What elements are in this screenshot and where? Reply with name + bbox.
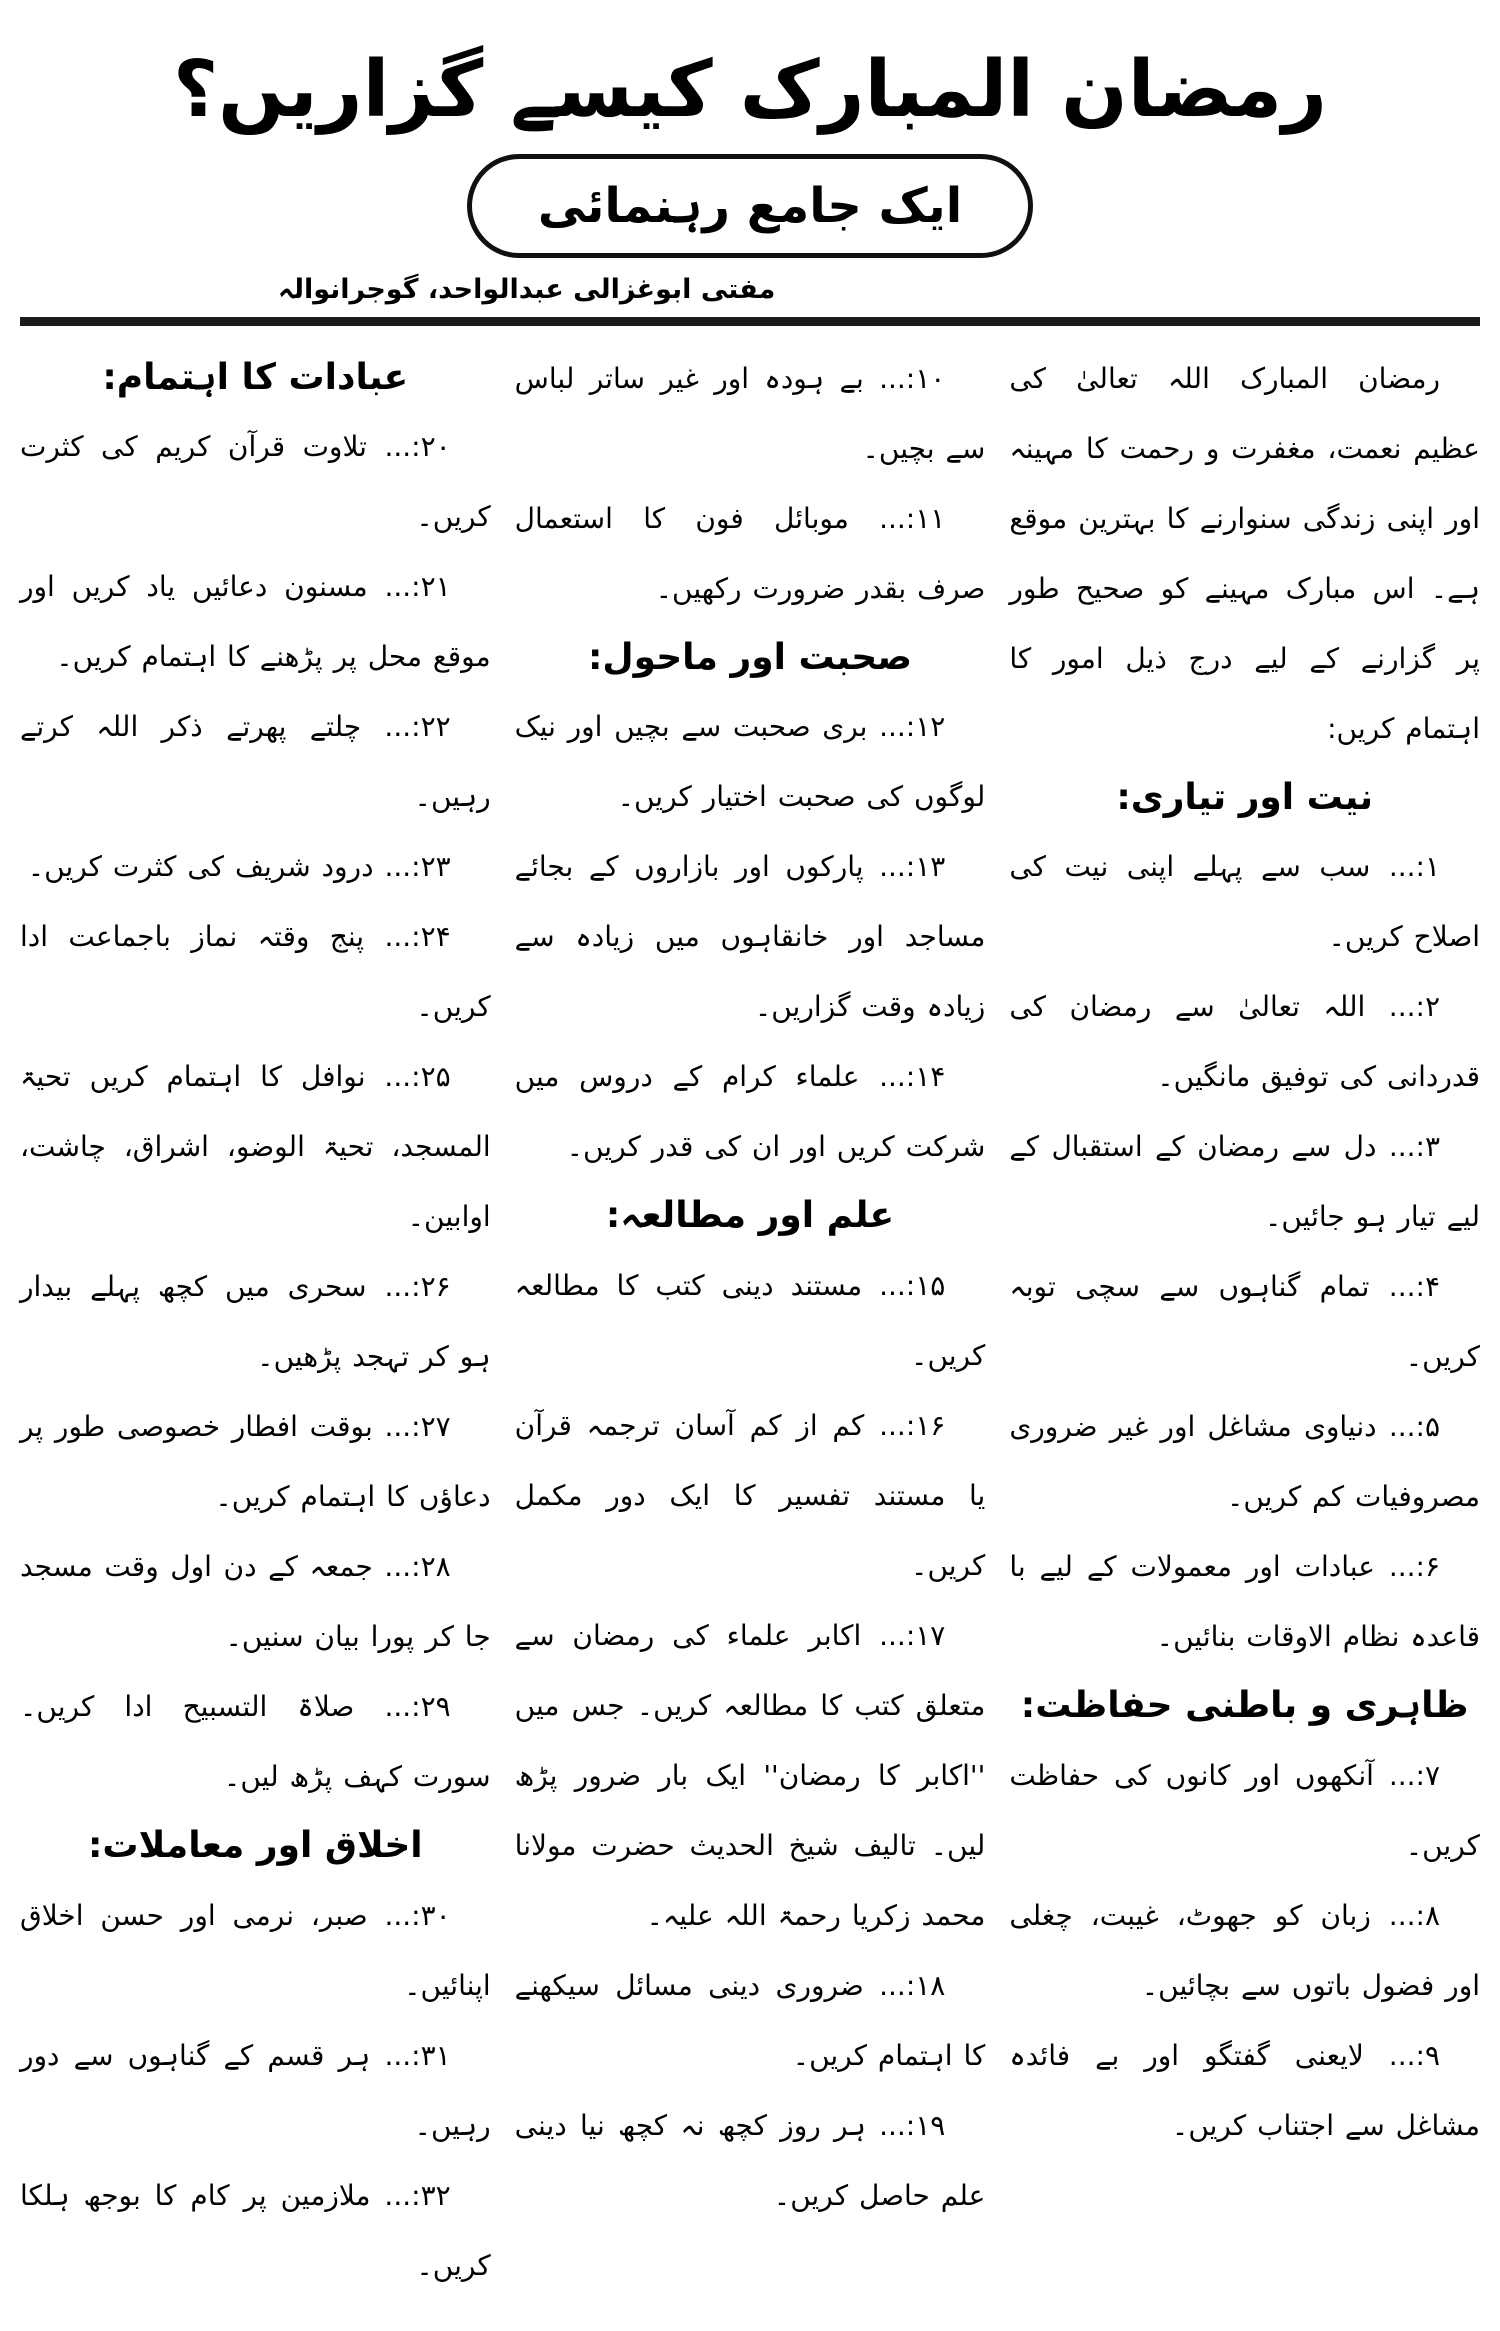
list-item: ۱۴:... علماء کرام کے دروس میں شرکت کریں اور ان کی قدر کریں۔	[514, 1060, 986, 1164]
list-item: ۱۸:... ضروری دینی مسائل سیکھنے کا اہتمام کریں۔	[514, 1968, 986, 2072]
section-heading: ظاہری و باطنی حفاظت:	[1020, 1685, 1469, 1727]
intro-paragraph: رمضان المبارک اللہ تعالیٰ کی عظیم نعمت، مغفرت و رحمت کا مہینہ اور اپنی زندگی سنوارنے کا بہترین موقع ہے۔ اس مبارک مہینے کو صحیح طور پر گزارنے کے لیے درج ذیل امور کا اہتمام کریں:	[1009, 361, 1480, 745]
list-item: ۲۶:... سحری میں کچھ پہلے بیدار ہو کر تہجد پڑھیں۔	[19, 1270, 491, 1374]
list-item: ۴:... تمام گناہوں سے سچی توبہ کریں۔	[1009, 1270, 1480, 1374]
list-item: ۱۲:... بری صحبت سے بچیں اور نیک لوگوں کی صحبت اختیار کریں۔	[514, 710, 986, 814]
list-item: ۳:... دل سے رمضان کے استقبال کے لیے تیار ہو جائیں۔	[1009, 1130, 1480, 1234]
section-heading: اخلاق اور معاملات:	[88, 1825, 423, 1867]
subtitle-box	[467, 154, 1033, 258]
list-item: ۲۴:... پنج وقتہ نماز باجماعت ادا کریں۔	[19, 920, 491, 1024]
column-left	[20, 344, 491, 2301]
list-item: ۱۱:... موبائل فون کا استعمال صرف بقدر ضرورت رکھیں۔	[514, 501, 986, 605]
list-item: ۲:... اللہ تعالیٰ سے رمضان کی قدردانی کی توفیق مانگیں۔	[1009, 990, 1480, 1094]
section-heading: نیت اور تیاری:	[1116, 776, 1373, 818]
list-item: ۷:... آنکھوں اور کانوں کی حفاظت کریں۔	[1009, 1758, 1480, 1862]
subtitle-text: ایک جامع رہنمائی	[537, 177, 963, 234]
author-line: مفتی ابوغزالی عبدالواحد، گوجرانوالہ	[278, 273, 776, 305]
article-columns	[20, 344, 1480, 2301]
list-item: ۲۵:... نوافل کا اہتمام کریں تحیۃ المسجد، تحیۃ الوضو، اشراق، چاشت، اوابین۔	[19, 1060, 491, 1234]
section-heading: صحبت اور ماحول:	[587, 636, 912, 678]
list-item: ۱۵:... مستند دینی کتب کا مطالعہ کریں۔	[514, 1268, 986, 1372]
list-item: ۲۹:... صلاۃ التسبیح ادا کریں۔ سورت کہف پڑھ لیں۔	[19, 1690, 491, 1794]
section-heading: علم اور مطالعہ:	[605, 1195, 895, 1237]
list-item: ۲۳:... درود شریف کی کثرت کریں۔	[27, 850, 451, 884]
list-item: ۲۰:... تلاوت قرآن کریم کی کثرت کریں۔	[19, 430, 491, 534]
list-item: ۲۱:... مسنون دعائیں یاد کریں اور موقع محل پر پڑھنے کا اہتمام کریں۔	[19, 570, 491, 674]
column-middle	[515, 344, 986, 2301]
section-heading: عبادات کا اہتمام:	[102, 356, 409, 398]
list-item: ۱۰:... بے ہودہ اور غیر ساتر لباس سے بچیں۔	[514, 361, 986, 465]
list-item: ۱:... سب سے پہلے اپنی نیت کی اصلاح کریں۔	[1009, 850, 1480, 954]
list-item: ۳۲:... ملازمین پر کام کا بوجھ ہلکا کریں۔	[19, 2178, 491, 2282]
header-divider	[20, 317, 1480, 326]
list-item: ۶:... عبادات اور معمولات کے لیے با قاعدہ نظام الاوقات بنائیں۔	[1009, 1550, 1480, 1654]
list-item: ۸:... زبان کو جھوٹ، غیبت، چغلی اور فضول باتوں سے بچائیں۔	[1009, 1898, 1480, 2002]
list-item: ۱۷:... اکابر علماء کی رمضان سے متعلق کتب کا مطالعہ کریں۔ جس میں ''اکابر کا رمضان'' ایک بار ضرور پڑھ لیں۔ تالیف شیخ الحدیث حضرت مولانا محمد زکریا رحمۃ اللہ علیہ۔	[514, 1618, 986, 1932]
list-item: ۵:... دنیاوی مشاغل اور غیر ضروری مصروفیات کم کریں۔	[1009, 1410, 1480, 1514]
subtitle-wrap	[20, 154, 1480, 258]
list-item: ۹:... لایعنی گفتگو اور بے فائدہ مشاغل سے اجتناب کریں۔	[1009, 2038, 1480, 2142]
column-right	[1009, 344, 1480, 2301]
list-item: ۱۶:... کم از کم آسان ترجمہ قرآن یا مستند تفسیر کا ایک دور مکمل کریں۔	[514, 1408, 986, 1582]
list-item: ۲۲:... چلتے پھرتے ذکر اللہ کرتے رہیں۔	[19, 710, 491, 814]
list-item: ۲۸:... جمعہ کے دن اول وقت مسجد جا کر پورا بیان سنیں۔	[19, 1550, 491, 1654]
list-item: ۲۷:... بوقت افطار خصوصی طور پر دعاؤں کا اہتمام کریں۔	[19, 1410, 491, 1514]
list-item: ۳۰:... صبر، نرمی اور حسن اخلاق اپنائیں۔	[19, 1898, 491, 2002]
list-item: ۱۹:... ہر روز کچھ نہ کچھ نیا دینی علم حاصل کریں۔	[514, 2108, 986, 2212]
list-item: ۱۳:... پارکوں اور بازاروں کے بجائے مساجد اور خانقاہوں میں زیادہ سے زیادہ وقت گزاریں۔	[514, 850, 986, 1024]
list-item: ۳۱:... ہر قسم کے گناہوں سے دور رہیں۔	[19, 2038, 491, 2142]
page-title: رمضان المبارک کیسے گزاریں؟	[172, 45, 1328, 135]
